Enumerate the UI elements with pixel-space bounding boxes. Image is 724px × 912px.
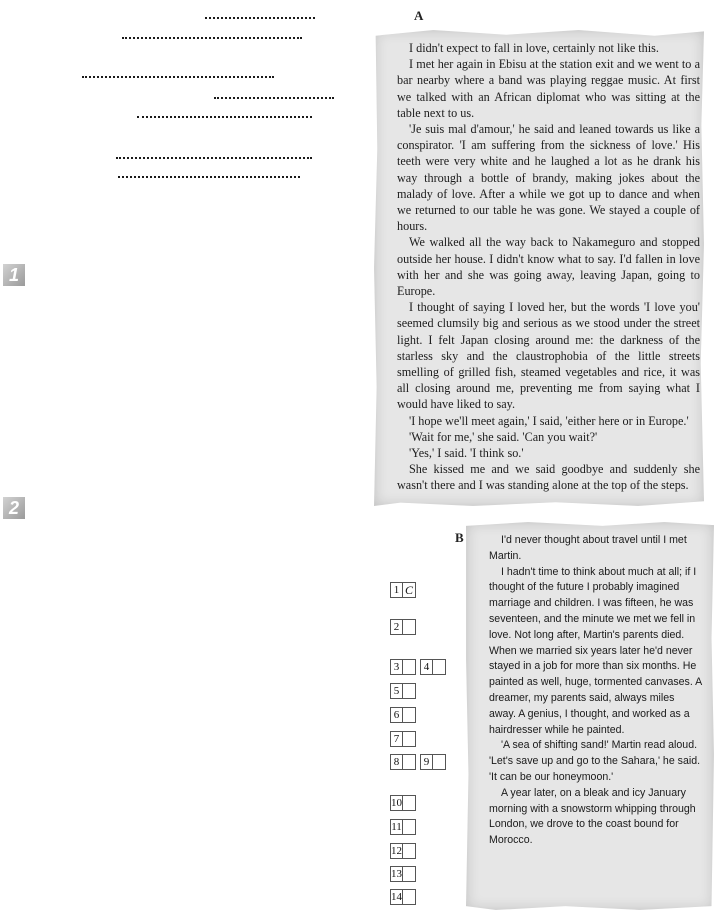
text-b-paragraph: I'd never thought about travel until I met Martin. (489, 534, 687, 562)
answer-box[interactable]: 2 (390, 619, 416, 635)
text-a-paragraph: I thought of saying I loved her, but the words 'I love you' seemed clumsily big and serious as we stood under the street light. I felt Japan closing around me: the darkness of the starless sky and the claustrophobia of the little streets smelling of grilled fish, steamed vegetables and rice, it was all closing around me, preventing me from saying what I would have liked to say. (397, 300, 700, 412)
text-a-paragraph: I met her again in Ebisu at the station exit and we went to a bar nearby where a band was playing reggae music. At first we talked with an African diplomat who was sitting at the table next to us. (397, 57, 700, 120)
answer-box[interactable]: 5 (390, 683, 416, 699)
text-a-paragraph: 'Yes,' I said. 'I think so.' (409, 446, 524, 461)
exercise-number-badge: 2 (3, 497, 25, 519)
answer-row (390, 795, 416, 811)
answer-box[interactable]: 11 (390, 819, 416, 835)
answer-box[interactable]: 10 (390, 795, 416, 811)
answer-row (390, 619, 416, 635)
text-a-paragraph: 'Je suis mal d'amour,' he said and leaned towards us like a conspirator. 'I am suffering from the sickness of love.' His teeth were very white and he laughed a lot as he drank his way through a bottle of brandy, making jokes about the malady of love. After a while we got up to dance and when we returned to our table he was gone. We stayed a couple of hours. (397, 122, 700, 234)
answer-line[interactable] (122, 37, 302, 39)
answer-box[interactable]: 3 (390, 659, 416, 675)
answer-row (390, 754, 446, 770)
answer-row (390, 843, 416, 859)
text-a-body (397, 40, 700, 494)
answer-line[interactable] (116, 157, 312, 159)
answer-row (390, 731, 416, 747)
answer-box[interactable]: 6 (390, 707, 416, 723)
answer-box[interactable]: 1 C (390, 582, 416, 598)
text-a-paragraph: 'I hope we'll meet again,' I said, 'either here or in Europe.' (409, 413, 689, 428)
answer-row (390, 819, 416, 835)
answer-row (390, 889, 416, 905)
text-a-paragraph: We walked all the way back to Nakameguro and stopped outside her house. I didn't know what to say. I'd fallen in love with her and she was going away, leaving Japan, going to Europe. (397, 235, 700, 299)
answer-row (390, 582, 416, 598)
answer-box[interactable]: 12 (390, 843, 416, 859)
text-b-label: B (455, 530, 464, 545)
text-a-paragraph: I didn't expect to fall in love, certainly not like this. (409, 41, 659, 55)
answer-row (390, 683, 416, 699)
answer-box[interactable]: 9 (420, 754, 446, 770)
text-a-paragraph: She kissed me and we said goodbye and suddenly she wasn't there and I was standing alone at the top of the steps. (397, 462, 700, 493)
exercise-number-badge: 1 (3, 264, 25, 286)
text-b-paragraph: A year later, on a bleak and icy January morning with a snowstorm whipping through London, we drove to the coast bound for Morocco. (489, 786, 696, 847)
answer-row (390, 659, 446, 675)
text-b-paragraph: I hadn't time to think about much at all; if I thought of the future I probably imagined marriage and children. I was fifteen, he was seventeen, and the minute we met we fell in love. Not long after, Martin's parents died. When we married six years later he'd never stayed in a job for more than six months. He painted as well, huge, tormented canvases. A dreamer, my parents said, always miles away. A genius, I thought, and worked as a hairdresser while he painted. (489, 565, 702, 736)
answer-row (390, 866, 416, 882)
answer-line[interactable] (82, 76, 274, 78)
answer-line[interactable] (118, 176, 300, 178)
answer-box[interactable]: 14 (390, 889, 416, 905)
answer-line[interactable] (205, 17, 315, 19)
answer-line[interactable] (214, 97, 334, 99)
answer-box[interactable]: 8 (390, 754, 416, 770)
answer-row (390, 707, 416, 723)
answer-box[interactable]: 4 (420, 659, 446, 675)
text-a-paragraph: 'Wait for me,' she said. 'Can you wait?' (409, 429, 598, 444)
answer-box[interactable]: 7 (390, 731, 416, 747)
answer-line[interactable] (137, 116, 312, 118)
answer-box[interactable]: 13 (390, 866, 416, 882)
text-b-body (489, 533, 702, 849)
text-a-label: A (414, 8, 424, 23)
text-b-paragraph: 'A sea of shifting sand!' Martin read aloud. 'Let's save up and go to the Sahara,' he said. 'It can be our honeymoon.' (489, 739, 701, 783)
